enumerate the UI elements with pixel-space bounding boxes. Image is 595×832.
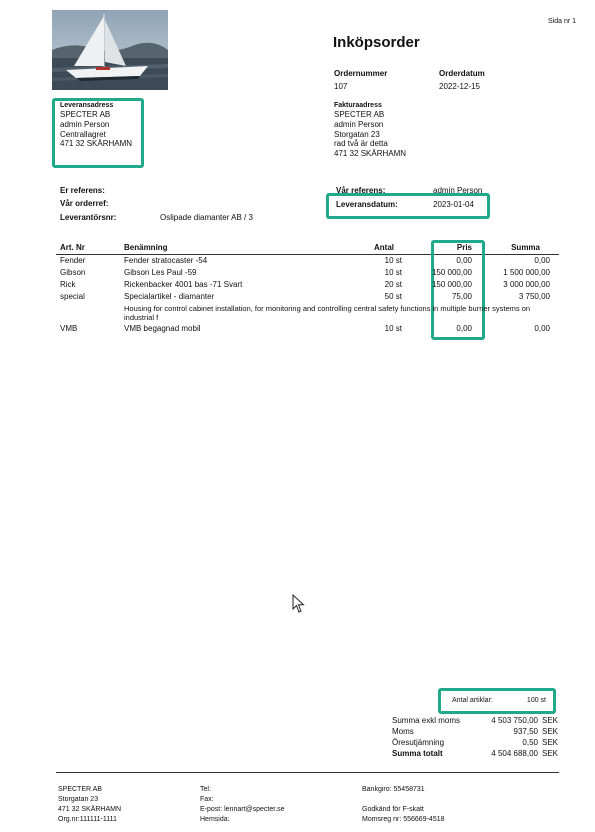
cell-art-nr: Fender — [60, 256, 86, 265]
footer-company-line: 471 32 SKÄRHAMN — [58, 806, 122, 813]
cell-pris: 150 000,00 — [431, 280, 472, 289]
article-count-label: Antal artiklar: — [452, 697, 493, 704]
delivery-address-line: SPECTER AB — [60, 110, 111, 120]
invoice-address-line: rad två är detta — [334, 139, 388, 149]
cell-art-nr: special — [60, 292, 85, 301]
totals-currency: SEK — [542, 716, 559, 725]
leveransdatum-label: Leveransdatum: — [336, 200, 398, 209]
totals-label: Moms — [392, 727, 414, 736]
order-number: 107 — [334, 82, 348, 91]
footer-contact — [200, 785, 285, 825]
cell-antal: 10 st — [384, 324, 402, 333]
order-number-label: Ordernummer — [334, 69, 388, 78]
col-header-benamning: Benämning — [124, 243, 168, 252]
cell-art-nr: Rick — [60, 280, 76, 289]
invoice-address — [334, 102, 406, 158]
invoice-address-line: SPECTER AB — [334, 110, 385, 120]
cell-antal: 10 st — [384, 256, 402, 265]
invoice-address-line: Storgatan 23 — [334, 129, 380, 139]
cell-art-nr: VMB — [60, 324, 78, 333]
cell-benamning: Fender stratocaster -54 — [124, 256, 208, 265]
cell-pris: 0,00 — [456, 256, 472, 265]
delivery-address-line: Centrallagret — [60, 129, 106, 139]
footer-contact-line: Tel: — [200, 786, 211, 793]
totals-label: Summa exkl moms — [392, 716, 461, 725]
cell-summa: 1 500 000,00 — [503, 268, 550, 277]
cell-antal: 50 st — [384, 292, 402, 301]
cell-antal: 20 st — [384, 280, 402, 289]
row-note — [124, 304, 559, 322]
leverantorsnr: Oslipade diamanter AB / 3 — [160, 213, 253, 222]
cell-pris: 150 000,00 — [431, 268, 472, 277]
totals-currency: SEK — [542, 749, 559, 758]
col-header-art-nr: Art. Nr — [60, 243, 85, 252]
col-header-summa: Summa — [511, 243, 540, 252]
col-header-antal: Antal — [374, 243, 394, 252]
article-count: 100 st — [526, 697, 546, 704]
var-orderref-label: Vår orderref: — [60, 199, 109, 208]
col-header-pris: Pris — [456, 243, 472, 252]
invoice-address-line: 471 32 SKÄRHAMN — [334, 148, 407, 158]
cell-benamning: Specialartikel - diamanter — [124, 292, 215, 301]
cell-pris: 0,00 — [456, 324, 472, 333]
footer-divider — [56, 772, 559, 773]
totals-value: 4 504 688,00 — [491, 749, 538, 758]
var-referens-label: Vår referens: — [336, 186, 386, 195]
footer-contact-line: Hemsida: — [200, 816, 230, 823]
cell-summa: 0,00 — [534, 324, 550, 333]
page-number: Sida nr 1 — [548, 18, 577, 25]
leverantorsnr-label: Leverantörsnr: — [60, 213, 117, 222]
delivery-address-label: Leveransadress — [60, 102, 114, 109]
row-note-line: Housing for control cabinet installation, for monitoring and controlling central safety functions in multiple burner systems on — [124, 304, 531, 313]
totals-value: 0,50 — [522, 738, 538, 747]
order-date-label: Orderdatum — [439, 69, 485, 78]
footer-bankgiro: Bankgiro: 55458731 — [362, 786, 425, 793]
totals-value: 4 503 750,00 — [491, 716, 538, 725]
er-referens-label: Er referens: — [60, 186, 105, 195]
cell-summa: 3 000 000,00 — [503, 280, 550, 289]
footer-contact-line: E-post: lennart@specter.se — [200, 806, 285, 813]
row-note-line: industrial f — [124, 313, 159, 322]
cell-benamning: Gibson Les Paul -59 — [124, 268, 197, 277]
cell-benamning: Rickenbacker 4001 bas -71 Svart — [124, 280, 243, 289]
order-date: 2022-12-15 — [439, 82, 480, 91]
cell-art-nr: Gibson — [60, 268, 86, 277]
cell-summa: 0,00 — [534, 256, 550, 265]
footer-company-line: SPECTER AB — [58, 786, 102, 793]
footer-momsreg: Momsreg nr: 556669-4518 — [362, 816, 445, 823]
totals-label: Summa totalt — [392, 749, 443, 758]
cell-summa: 3 750,00 — [518, 292, 550, 301]
sailboat-photo — [52, 10, 168, 90]
footer-bank — [362, 785, 445, 825]
totals-value: 937,50 — [513, 727, 538, 736]
mouse-pointer-icon — [292, 594, 306, 617]
totals-currency: SEK — [542, 727, 559, 736]
leveransdatum: 2023-01-04 — [433, 200, 474, 209]
delivery-address-line: admin Person — [60, 119, 110, 129]
footer-company — [58, 785, 121, 825]
footer-company-line: Org.nr:111111-1111 — [58, 816, 117, 823]
footer-company-line: Storgatan 23 — [58, 796, 99, 803]
delivery-address — [60, 102, 132, 149]
var-referens: admin Person — [433, 186, 483, 195]
totals-label: Öresutjämning — [392, 738, 445, 747]
invoice-address-line: admin Person — [334, 119, 384, 129]
cell-antal: 10 st — [384, 268, 402, 277]
footer-contact-line: Fax: — [200, 796, 214, 803]
document-title: Inköpsorder — [333, 34, 420, 51]
delivery-address-line: 471 32 SKÄRHAMN — [60, 139, 133, 149]
totals-currency: SEK — [542, 738, 559, 747]
cell-pris: 75,00 — [451, 292, 472, 301]
footer-f-skatt: Godkänd för F-skatt — [362, 806, 424, 813]
cell-benamning: VMB begagnad mobil — [124, 324, 201, 333]
invoice-address-label: Fakturaadress — [334, 102, 382, 109]
